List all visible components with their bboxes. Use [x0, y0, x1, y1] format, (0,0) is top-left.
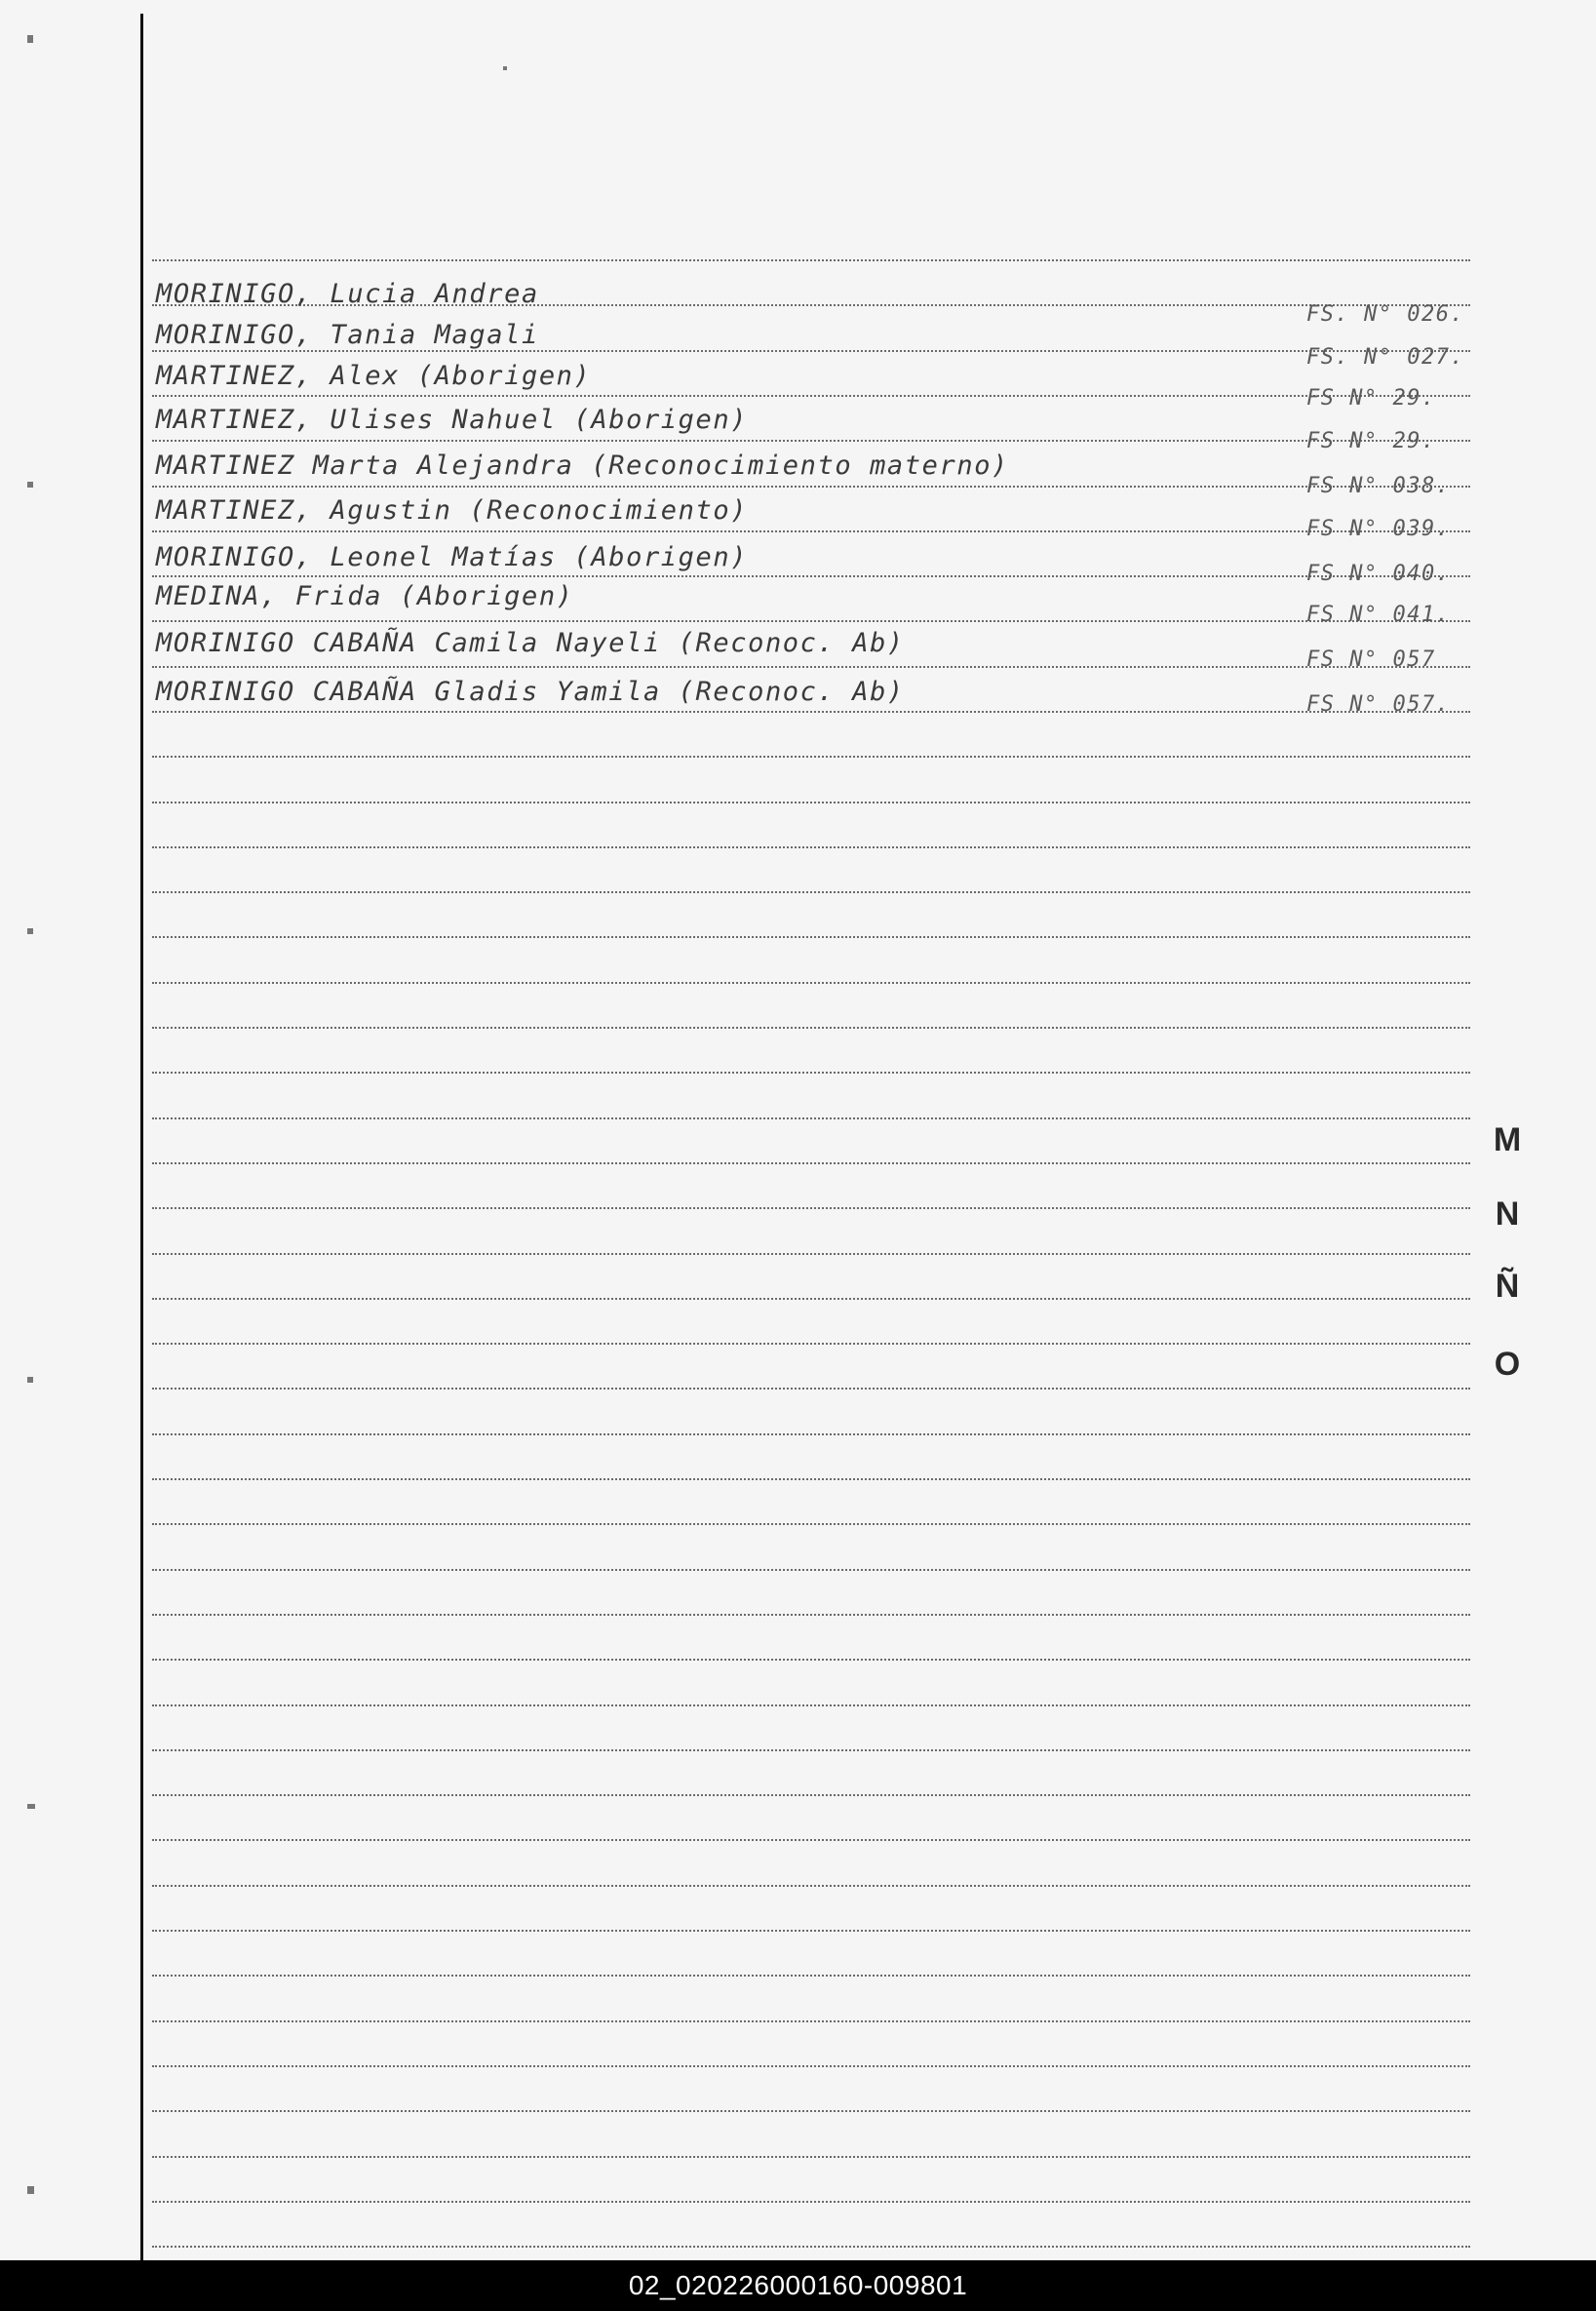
- ruled-line: [152, 1298, 1470, 1300]
- ruled-line: [152, 891, 1470, 893]
- ruled-line: [152, 1523, 1470, 1525]
- ruled-line: [152, 486, 1470, 488]
- ruled-line: [152, 395, 1470, 397]
- ruled-line: [152, 936, 1470, 938]
- index-letter: Ñ: [1495, 1268, 1520, 1305]
- ruled-line: [152, 1343, 1470, 1345]
- ruled-line: [152, 2065, 1470, 2067]
- ruled-line: [152, 2110, 1470, 2112]
- ruled-line: [152, 1569, 1470, 1571]
- ruled-line: [152, 2156, 1470, 2158]
- ruled-line: [152, 1749, 1470, 1751]
- entry-folio: FS N° 057: [1306, 647, 1436, 672]
- ruled-line: [152, 666, 1470, 668]
- entry-name: MEDINA, Frida (Aborigen): [156, 581, 574, 611]
- scan-speck: [27, 928, 33, 934]
- ruled-line: [152, 1614, 1470, 1616]
- ruled-line: [152, 1072, 1470, 1074]
- ruled-line: [152, 575, 1470, 577]
- entry-folio: FS. N° 026.: [1306, 302, 1465, 327]
- entry-name: MARTINEZ, Agustin (Reconocimiento): [156, 495, 749, 526]
- ruled-line: [152, 1207, 1470, 1209]
- scan-speck: [503, 66, 507, 70]
- ruled-line: [152, 530, 1470, 532]
- scan-speck: [27, 35, 33, 43]
- ruled-line: [152, 1839, 1470, 1841]
- ruled-line: [152, 2020, 1470, 2022]
- ruled-line: [152, 1027, 1470, 1029]
- entry-name: MORINIGO, Leonel Matías (Aborigen): [156, 542, 749, 572]
- index-letter: O: [1494, 1346, 1521, 1383]
- ruled-line: [152, 846, 1470, 848]
- scan-speck: [27, 2186, 34, 2194]
- ruled-line: [152, 1162, 1470, 1164]
- entry-name: MORINIGO, Tania Magali: [156, 320, 539, 350]
- entry-name: MORINIGO CABAÑA Gladis Yamila (Reconoc. Ab): [156, 677, 905, 707]
- entry-folio: FS N° 29.: [1306, 386, 1436, 411]
- entry-name: MARTINEZ, Ulises Nahuel (Aborigen): [156, 405, 749, 435]
- scan-speck: [27, 1804, 35, 1809]
- entry-name: MORINIGO, Lucia Andrea: [156, 279, 539, 309]
- ruled-line: [152, 1975, 1470, 1977]
- entry-folio: FS N° 039.: [1306, 517, 1451, 541]
- ruled-line: [152, 1704, 1470, 1706]
- entry-name: MARTINEZ, Alex (Aborigen): [156, 361, 592, 391]
- ruled-line: [152, 756, 1470, 758]
- entry-folio: FS N° 040.: [1306, 562, 1451, 586]
- ruled-line: [152, 1478, 1470, 1480]
- index-letter: N: [1495, 1195, 1520, 1233]
- entry-folio: FS N° 038.: [1306, 474, 1451, 498]
- ruled-line: [152, 982, 1470, 984]
- entry-folio: FS N° 29.: [1306, 429, 1436, 453]
- entry-folio: FS N° 057.: [1306, 692, 1451, 717]
- entry-folio: FS N° 041.: [1306, 603, 1451, 627]
- ruled-line: [152, 620, 1470, 622]
- ruled-line: [152, 1433, 1470, 1435]
- ruled-line: [152, 259, 1470, 261]
- entry-folio: FS. N° 027.: [1306, 345, 1465, 370]
- ruled-line: [152, 802, 1470, 803]
- margin-rule: [140, 14, 143, 2260]
- ruled-line: [152, 1388, 1470, 1390]
- index-letter: M: [1493, 1121, 1522, 1158]
- ruled-line: [152, 1253, 1470, 1255]
- ruled-line: [152, 1885, 1470, 1887]
- ruled-line: [152, 1794, 1470, 1796]
- scan-id-footer: 02_020226000160-009801: [0, 2260, 1596, 2311]
- entry-name: MORINIGO CABAÑA Camila Nayeli (Reconoc. Ab): [156, 628, 905, 658]
- ruled-line: [152, 440, 1470, 442]
- scan-speck: [27, 482, 33, 488]
- ruled-line: [152, 1930, 1470, 1932]
- ruled-line: [152, 1659, 1470, 1661]
- ruled-line: [152, 711, 1470, 713]
- entry-name: MARTINEZ Marta Alejandra (Reconocimiento materno): [156, 450, 1009, 481]
- ruled-line: [152, 2246, 1470, 2248]
- ruled-line: [152, 2201, 1470, 2203]
- ruled-line: [152, 1117, 1470, 1119]
- scan-speck: [27, 1377, 33, 1383]
